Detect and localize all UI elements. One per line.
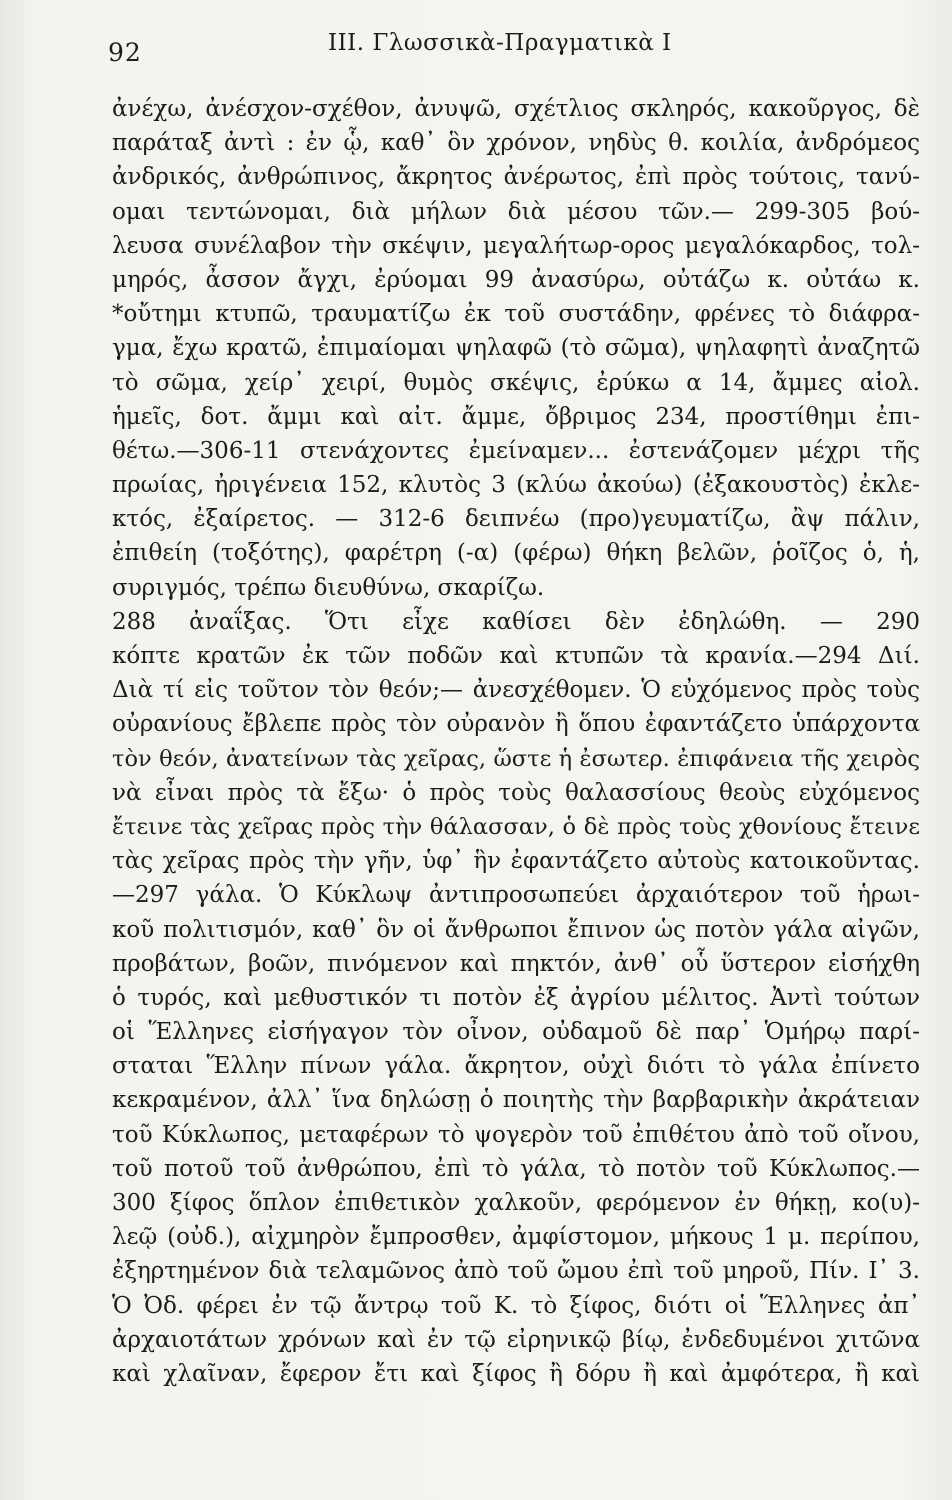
- commentary-text: [112, 92, 920, 1391]
- text-line: ὁ τυρός, καὶ μεθυστικόν τι ποτὸν ἐξ ἀγρίου μέλιτος. Ἀντὶ τούτων: [112, 984, 920, 1011]
- text-line: προβάτων, βοῶν, πινόμενον καὶ πηκτόν, ἀνθ᾽ οὗ ὕστερον εἰσήχθη: [112, 950, 920, 977]
- text-line: ἡμεῖς, δοτ. ἄμμι καὶ αἰτ. ἄμμε, ὄβριμος 234, προστίθημι ἐπι-: [112, 403, 920, 430]
- text-line: πρωίας, ἠριγένεια 152, κλυτὸς 3 (κλύω ἀκούω) (ἐξακουστὸς) ἐκλε-: [112, 472, 920, 499]
- text-line: τὸν θεόν, ἀνατείνων τὰς χεῖρας, ὥστε ἡ ἐσωτερ. ἐπιφάνεια τῆς χειρὸς: [112, 745, 920, 772]
- text-line: ἐξηρτημένον διὰ τελαμῶνος ἀπὸ τοῦ ὤμου ἐπὶ τοῦ μηροῦ, Πίν. Ι᾽ 3.: [112, 1258, 920, 1285]
- text-line: κτός, ἐξαίρετος. — 312-6 δειπνέω (προ)γευματίζω, ἂψ πάλιν,: [112, 506, 920, 533]
- text-line: οἱ Ἕλληνες εἰσήγαγον τὸν οἶνον, οὐδαμοῦ δὲ παρ᾽ Ὁμήρῳ παρί-: [112, 1019, 920, 1046]
- text-line: νὰ εἶναι πρὸς τὰ ἔξω· ὁ πρὸς τοὺς θαλασσίους θεοὺς εὐχόμενος: [112, 779, 920, 806]
- text-line: τοῦ Κύκλωπος, μεταφέρων τὸ ψογερὸν τοῦ ἐπιθέτου ἀπὸ τοῦ οἴνου,: [112, 1121, 920, 1148]
- text-line: τοῦ ποτοῦ τοῦ ἀνθρώπου, ἐπὶ τὸ γάλα, τὸ ποτὸν τοῦ Κύκλωπος.—: [112, 1155, 920, 1182]
- text-line: καὶ χλαῖναν, ἔφερον ἔτι καὶ ξίφος ἢ δόρυ ἢ καὶ ἀμφότερα, ἢ καὶ: [112, 1360, 920, 1387]
- page-header: [108, 30, 868, 70]
- text-line: ἔτεινε τὰς χεῖρας πρὸς τὴν θάλασσαν, ὁ δὲ πρὸς τοὺς χθονίους ἔτεινε: [112, 813, 920, 840]
- text-line: *οὔτημι κτυπῶ, τραυματίζω ἐκ τοῦ συστάδην, φρένες τὸ διάφρα-: [112, 301, 920, 328]
- text-line: σταται Ἕλλην πίνων γάλα. ἄκρητον, οὐχὶ διότι τὸ γάλα ἐπίνετο: [112, 1053, 920, 1080]
- text-line: μηρός, ἆσσον ἄγχι, ἐρύομαι 99 ἀνασύρω, οὐτάζω κ. οὐτάω κ.: [112, 266, 920, 293]
- text-line: 300 ξίφος ὅπλον ἐπιθετικὸν χαλκοῦν, φερόμενον ἐν θήκῃ, κο(υ)-: [112, 1190, 920, 1216]
- text-line: λευσα συνέλαβον τὴν σκέψιν, μεγαλήτωρ-ορος μεγαλόκαρδος, τολ-: [112, 232, 920, 259]
- text-line: ομαι τεντώνομαι, διὰ μήλων διὰ μέσου τῶν.— 299-305 βού-: [112, 198, 920, 225]
- text-line: θέτω.—306-11 στενάχοντες ἐμείναμεν... ἐστενάζομεν μέχρι τῆς: [112, 437, 920, 464]
- text-line: κεκραμένον, ἀλλ᾽ ἵνα δηλώσῃ ὁ ποιητὴς τὴν βαρβαρικὴν ἀκράτειαν: [112, 1087, 920, 1114]
- text-line: ἀρχαιοτάτων χρόνων καὶ ἐν τῷ εἰρηνικῷ βίῳ, ἐνδεδυμένοι χιτῶνα: [112, 1326, 920, 1353]
- text-line: γμα, ἔχω κρατῶ, ἐπιμαίομαι ψηλαφῶ (τὸ σῶμα), ψηλαφητὶ ἀναζητῶ: [112, 335, 920, 362]
- text-line: κόπτε κρατῶν ἐκ τῶν ποδῶν καὶ κτυπῶν τὰ κρανία.—294 Διί.: [112, 643, 920, 669]
- text-line: ἀνέχω, ἀνέσχον-σχέθον, ἀνυψῶ, σχέτλιος σκληρός, κακοῦργος, δὲ: [112, 96, 920, 122]
- text-line: Ὁ Ὀδ. φέρει ἐν τῷ ἄντρῳ τοῦ Κ. τὸ ξίφος, διότι οἱ Ἕλληνες ἀπ᾽: [112, 1292, 920, 1319]
- text-line: τὸ σῶμα, χείρ᾽ χειρί, θυμὸς σκέψις, ἐρύκω α 14, ἄμμες αἰολ.: [112, 369, 920, 396]
- text-line: —297 γάλα. Ὁ Κύκλωψ ἀντιπροσωπεύει ἀρχαιότερον τοῦ ἡρωι-: [112, 882, 920, 909]
- text-line: οὐρανίους ἔβλεπε πρὸς τὸν οὐρανὸν ἢ ὅπου ἐφαντάζετο ὑπάρχοντα: [112, 711, 920, 738]
- text-line: λεῷ (οὐδ.), αἰχμηρὸν ἔμπροσθεν, ἀμφίστομον, μήκους 1 μ. περίπου,: [112, 1224, 920, 1251]
- text-line: 288 ἀναΐξας. Ὅτι εἶχε καθίσει δὲν ἐδηλώθη. — 290: [112, 608, 920, 635]
- text-line: Διὰ τί εἰς τοῦτον τὸν θεόν;— ἀνεσχέθομεν. Ὁ εὐχόμενος πρὸς τοὺς: [112, 677, 920, 704]
- text-line: συριγμός, τρέπω διευθύνω, σκαρίζω.: [112, 574, 545, 601]
- text-line: τὰς χεῖρας πρὸς τὴν γῆν, ὑφ᾽ ἣν ἐφαντάζετο αὐτοὺς κατοικοῦντας.: [112, 848, 920, 875]
- text-line: παράταξ ἀντὶ : ἐν ᾧ, καθ᾽ ὃν χρόνον, νηδὺς θ. κοιλία, ἀνδρόμεος: [112, 130, 920, 157]
- text-line: ἀνδρικός, ἀνθρώπινος, ἄκρητος ἀνέρωτος, ἐπὶ πρὸς τούτοις, τανύ-: [112, 164, 920, 191]
- page-number: 92: [108, 38, 142, 67]
- text-line: κοῦ πολιτισμόν, καθ᾽ ὃν οἱ ἄνθρωποι ἔπινον ὡς ποτὸν γάλα αἰγῶν,: [112, 916, 920, 943]
- text-line: ἐπιθείη (τοξότης), φαρέτρη (-α) (φέρω) θήκη βελῶν, ῥοῖζος ὁ, ἡ,: [112, 540, 920, 567]
- running-title: III. Γλωσσικὰ-Πραγματικὰ Ι: [328, 30, 672, 56]
